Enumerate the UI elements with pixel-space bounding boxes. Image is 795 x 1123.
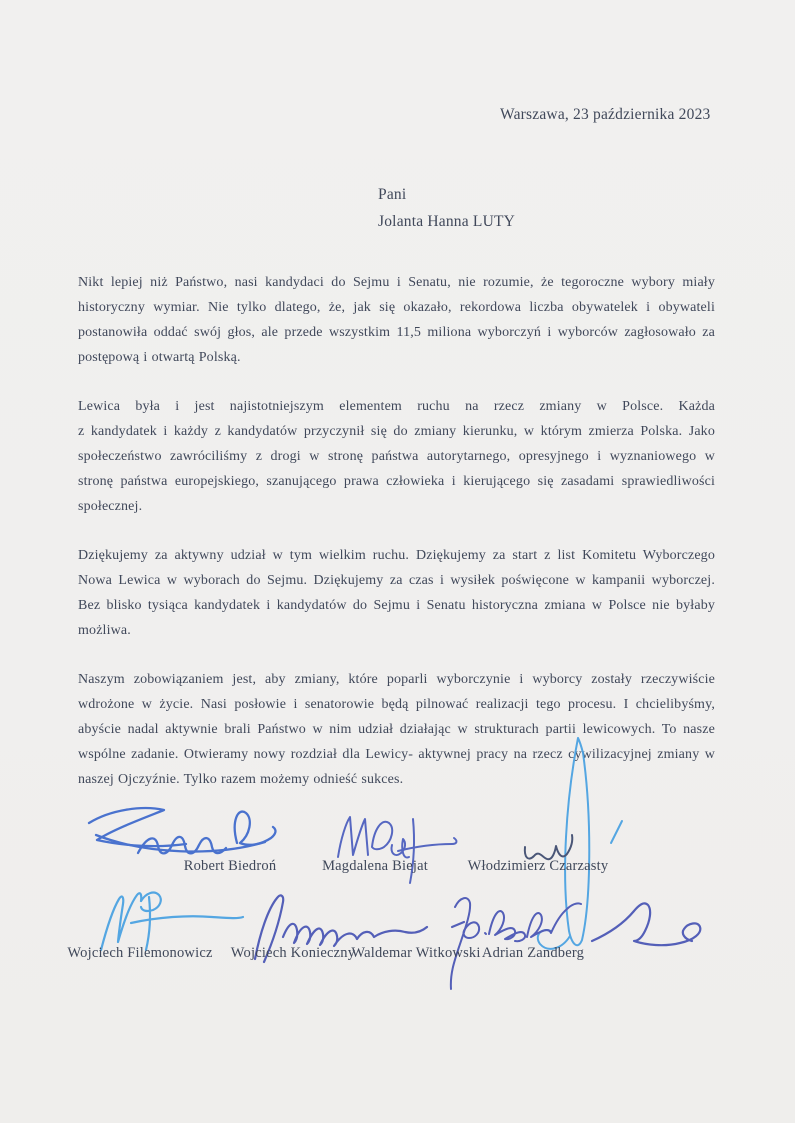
letter-line: wspólne zadanie. Otwieramy nowy rozdział dla Lewicy- aktywnej pracy na rzecz cywilizacyjnej zmiany w <box>78 747 715 762</box>
addressee-block <box>378 182 515 235</box>
signatory-name-waldemar-witkowski: Waldemar Witkowski <box>351 945 481 961</box>
signatory-name-wojciech-konieczny: Wojciech Konieczny <box>230 945 356 961</box>
letter-line: stronę państwa europejskiego, szanującego prawa człowieka i kierującego się zasadami sprawiedliwości <box>78 474 715 489</box>
letter-line: możliwa. <box>78 623 131 638</box>
signatory-name-wlodzimierz-czarzasty: Włodzimierz Czarzasty <box>467 858 609 874</box>
letter-line: Naszym zobowiązaniem jest, aby zmiany, które poparli wyborczynie i wyborcy zostały rzeczywiście <box>78 672 715 687</box>
letter-line: Bez blisko tysiąca kandydatek i kandydatów do Sejmu i Senatu historyczna zmiana w Polsce nie byłaby <box>78 598 715 613</box>
letter-line: postanowiła oddać swój głos, ale przede wszystkim 11,5 miliona wyborczyń i wyborców zagłosowało za <box>78 325 715 340</box>
letter-line: Nowa Lewica w wyborach do Sejmu. Dziękujemy za czas i wysiłek poświęcone w kampanii wyborczej. <box>78 573 715 588</box>
signature-wojciech-filemonowicz <box>101 893 243 950</box>
letter-line: Nikt lepiej niż Państwo, nasi kandydaci do Sejmu i Senatu, nie rozumie, że tegoroczne wybory miały <box>78 275 715 290</box>
letter-line: historyczny wymiar. Nie tylko dlatego, że, jak się okazało, rekordowa liczba obywatelek i obywateli <box>78 300 715 315</box>
letter-line: z kandydatek i każdy z kandydatów przyczynił się do zmiany kierunku, w którym zmierza Polska. Jako <box>78 424 715 439</box>
signatory-name-robert-biedron: Robert Biedroń <box>183 858 277 874</box>
letter-paragraph <box>78 667 715 792</box>
date-line: Warszawa, 23 października 2023 <box>500 106 711 123</box>
addressee-salutation: Pani <box>378 186 407 203</box>
letter-paragraph <box>78 543 715 643</box>
signature-waldemar-witkowski <box>451 898 581 989</box>
letter-line: społeczeństwo zawróciliśmy z drogi w stronę państwa autorytarnego, opresyjnego i wyznaniowego w <box>78 449 715 464</box>
signatory-name-adrian-zandberg: Adrian Zandberg <box>481 945 585 961</box>
letter-paragraph <box>78 270 715 370</box>
addressee-name: Jolanta Hanna LUTY <box>378 212 516 230</box>
letter-line: Lewica była i jest najistotniejszym elementem ruchu na rzecz zmiany w Polsce. Każda <box>78 399 715 414</box>
letter-line: społecznej. <box>78 499 143 514</box>
letter-line: naszej Ojczyźnie. Tylko razem możemy odnieść sukces. <box>78 772 404 787</box>
letter-line: Dziękujemy za aktywny udział w tym wielkim ruchu. Dziękujemy za start z list Komitetu Wyborczego <box>78 548 715 563</box>
signature-adrian-zandberg <box>592 903 700 945</box>
letter-line: wdrożone w życie. Nasi posłowie i senatorowie będą pilnować realizacji tego procesu. I chcielibyśmy, <box>78 697 715 712</box>
letter-paragraph <box>78 394 715 519</box>
signatory-name-magdalena-biejat: Magdalena Biejat <box>322 858 428 874</box>
letter-line: postępową i otwartą Polską. <box>78 350 241 365</box>
letter-line: abyście nadal aktywnie brali Państwo w nim udział działając w strukturach partii lewicowych. To nasze <box>78 722 715 737</box>
letter-body <box>78 270 715 816</box>
signatory-name-wojciech-filemonowicz: Wojciech Filemonowicz <box>67 945 213 961</box>
